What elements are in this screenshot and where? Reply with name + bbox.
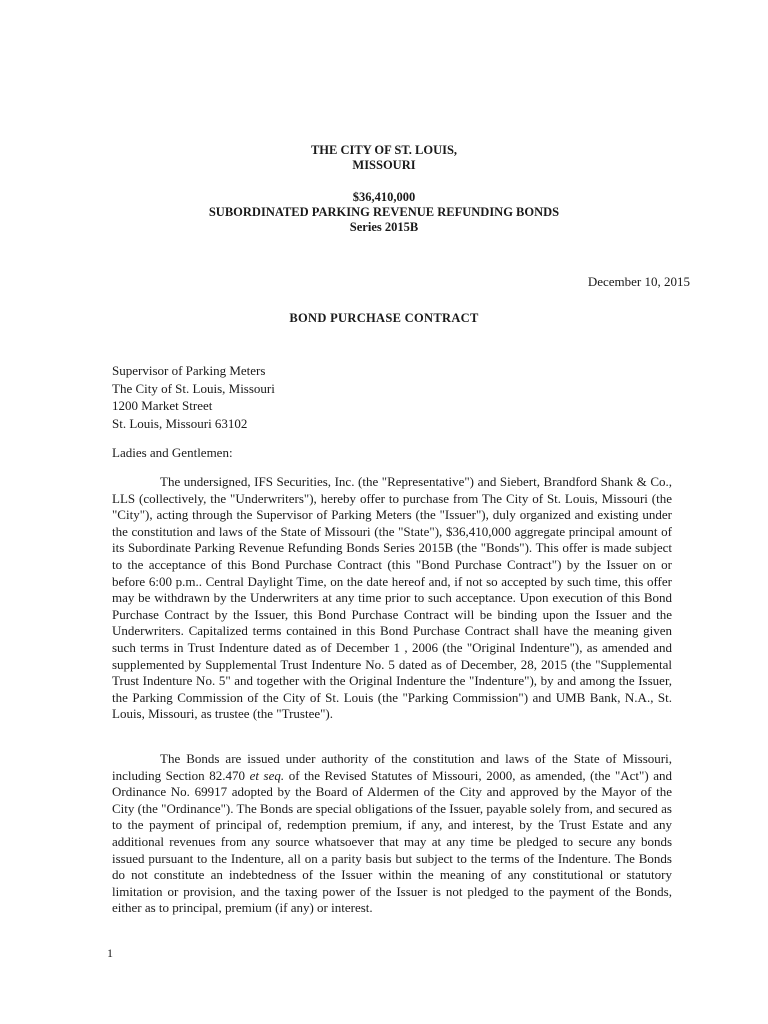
bond-series: Series 2015B — [349, 220, 419, 234]
authority-text-end: of the Revised Statutes of Missouri, 2000, as amended, (the "Act") and Ordinance No. 69917 adopted by the Board of Aldermen of the City and approved by the Mayor of the City (the "Ordinance"). The Bonds are special obligations of the Issuer, payable solely from, and secured as to the payment of principal of, redemption premium, if any, and interest, by the Trust Estate and any additional revenues from any source whatsoever that may at any time be pledged to secure any bonds issued pursuant to the Indenture, all on a parity basis but subject to the terms of the Indenture. The Bonds do not constitute an indebtedness of the Issuer within the meaning of any constitutional or statutory limitation or provision, and the taxing power of the Issuer is not pledged to the payment of the Bonds, either as to principal, premium (if any) or interest. — [112, 767, 673, 916]
offer-paragraph: The undersigned, IFS Securities, Inc. (the "Representative") and Siebert, Brandford Shank & Co., LLS (collectively, the "Underwriters"), hereby offer to purchase from The City of St. Louis, Missouri (the "City"), acting through the Supervisor of Parking Meters (the "Issuer"), duly organized and existing under the constitution and laws of the State of Missouri (the "State"), $36,410,000 aggregate principal amount of its Subordinate Parking Revenue Refunding Bonds Series 2015B (the "Bonds"). This offer is made subject to the acceptance of this Bond Purchase Contract (this "Bond Purchase Contract") by the Issuer on or before 6:00 p.m.. Central Daylight Time, on the date hereof and, if not so accepted by such time, this offer may be withdrawn by the Underwriters at any time prior to such acceptance. Upon execution of this Bond Purchase Contract by the Issuer, this Bond Purchase Contract will be binding upon the Issuer and the Underwriters. Capitalized terms contained in this Bond Purchase Contract shall have the meaning given such terms in Trust Indenture dated as of December 1 , 2006 (the "Original Indenture"), as amended and supplemented by Supplemental Trust Indenture No. 5 dated as of December, 28, 2015 (the "Supplemental Trust Indenture No. 5" and together with the Original Indenture the "Indenture"), by and among the Issuer, the Parking Commission of the City of St. Louis (the "Parking Commission") and UMB Bank, N.A., St. Louis, Missouri, as trustee (the "Trustee"). — [112, 474, 672, 722]
document-date: December 10, 2015 — [587, 274, 690, 289]
contract-title: BOND PURCHASE CONTRACT — [289, 311, 479, 325]
page-number: 1 — [107, 946, 113, 960]
authority-text-start: The Bonds are issued under authority of the constitution and laws of the State of Missouri, including Section 82.470 — [112, 751, 672, 783]
address-line-1: Supervisor of Parking Meters — [112, 363, 266, 378]
issuer-line-2: MISSOURI — [352, 158, 416, 172]
authority-paragraph — [112, 751, 672, 917]
recipient-address — [112, 362, 275, 432]
salutation: Ladies and Gentlemen: — [112, 445, 233, 460]
bond-title: SUBORDINATED PARKING REVENUE REFUNDING BONDS — [208, 205, 560, 219]
authority-text-italic: et seq. — [249, 767, 285, 783]
issuer-line-1: THE CITY OF ST. LOUIS, — [310, 143, 458, 157]
issuer-heading — [0, 143, 768, 173]
bond-amount: $36,410,000 — [352, 190, 416, 204]
address-line-2: The City of St. Louis, Missouri — [112, 380, 275, 396]
address-line-4: St. Louis, Missouri 63102 — [112, 415, 248, 431]
address-line-3: 1200 Market Street — [112, 398, 213, 413]
bond-heading — [0, 190, 768, 235]
